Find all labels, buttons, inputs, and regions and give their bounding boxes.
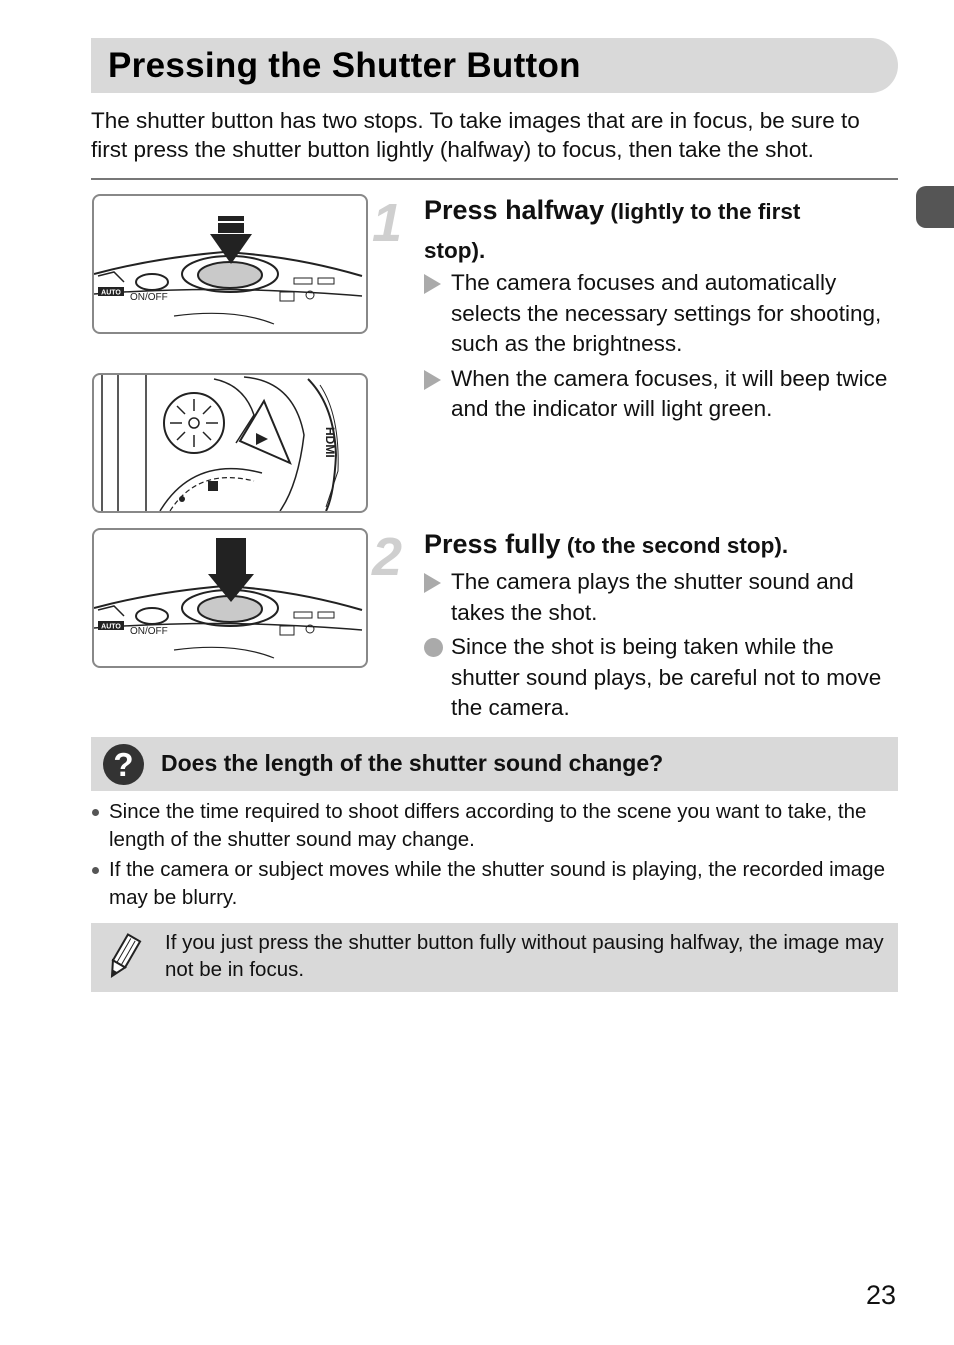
title-bar [91,38,898,93]
chapter-tab-marker [916,186,954,228]
bullet-text: The camera focuses and automatically selects the necessary settings for shooting, such as the brightness. [451,270,882,356]
question-icon: ? [103,744,144,785]
step-1-heading-sub: (lightly to the first stop). [424,199,801,263]
indicator-light-illustration [92,373,368,513]
faq-item-text: Since the time required to shoot differs according to the scene you want to take, the length of the shutter sound may change. [109,800,867,851]
step-1-heading-main: Press halfway [424,195,605,225]
intro-paragraph: The shutter button has two stops. To take images that are in focus, be sure to first press the shutter button lightly (halfway) to focus, then take the shot. [91,108,860,162]
bullet-text: The camera plays the shutter sound and takes the shot. [451,569,854,625]
step-2-heading [424,526,864,567]
shutter-halfway-illustration [92,194,368,334]
shutter-fully-illustration [92,528,368,668]
faq-title: Does the length of the shutter sound change? [161,750,664,776]
circle-bullet-icon [424,638,443,657]
bullet-dot-icon [92,867,99,874]
list-item [91,856,901,911]
page-number: 23 [866,1280,897,1310]
onoff-label: ON/OFF [130,292,168,303]
list-item [424,567,894,628]
list-item [424,364,894,425]
bullet-dot-icon [92,809,99,816]
faq-list [91,798,901,914]
page-title: Pressing the Shutter Button [108,46,581,85]
list-item [91,798,901,853]
triangle-bullet-icon [424,370,441,390]
auto-label: AUTO [101,289,121,297]
faq-item-text: If the camera or subject moves while the shutter sound is playing, the recorded image may be blurry. [109,858,885,909]
note-text: If you just press the shutter button fully without pausing halfway, the image may not be in focus. [165,931,884,981]
step-1-heading [424,192,864,272]
note-bar [91,923,898,992]
step-2-heading-main: Press fully [424,529,561,559]
list-item [424,632,894,724]
bullet-text: Since the shot is being taken while the shutter sound plays, be careful not to move the camera. [451,634,882,720]
step-1-bullets [424,268,894,429]
step-1-number: 1 [372,193,403,253]
onoff-label: ON/OFF [130,626,168,637]
svg-text:HDMI: HDMI [323,427,337,458]
pencil-icon [103,933,143,981]
list-item [424,268,894,360]
faq-bar [91,737,898,791]
step-2-number: 2 [372,527,403,587]
triangle-bullet-icon [424,573,441,593]
step-2-heading-sub: (to the second stop). [560,533,789,558]
step-2-bullets [424,567,894,728]
section-divider [91,178,898,180]
bullet-text: When the camera focuses, it will beep twice and the indicator will light green. [451,365,888,421]
triangle-bullet-icon [424,274,441,294]
auto-label: AUTO [101,623,121,631]
